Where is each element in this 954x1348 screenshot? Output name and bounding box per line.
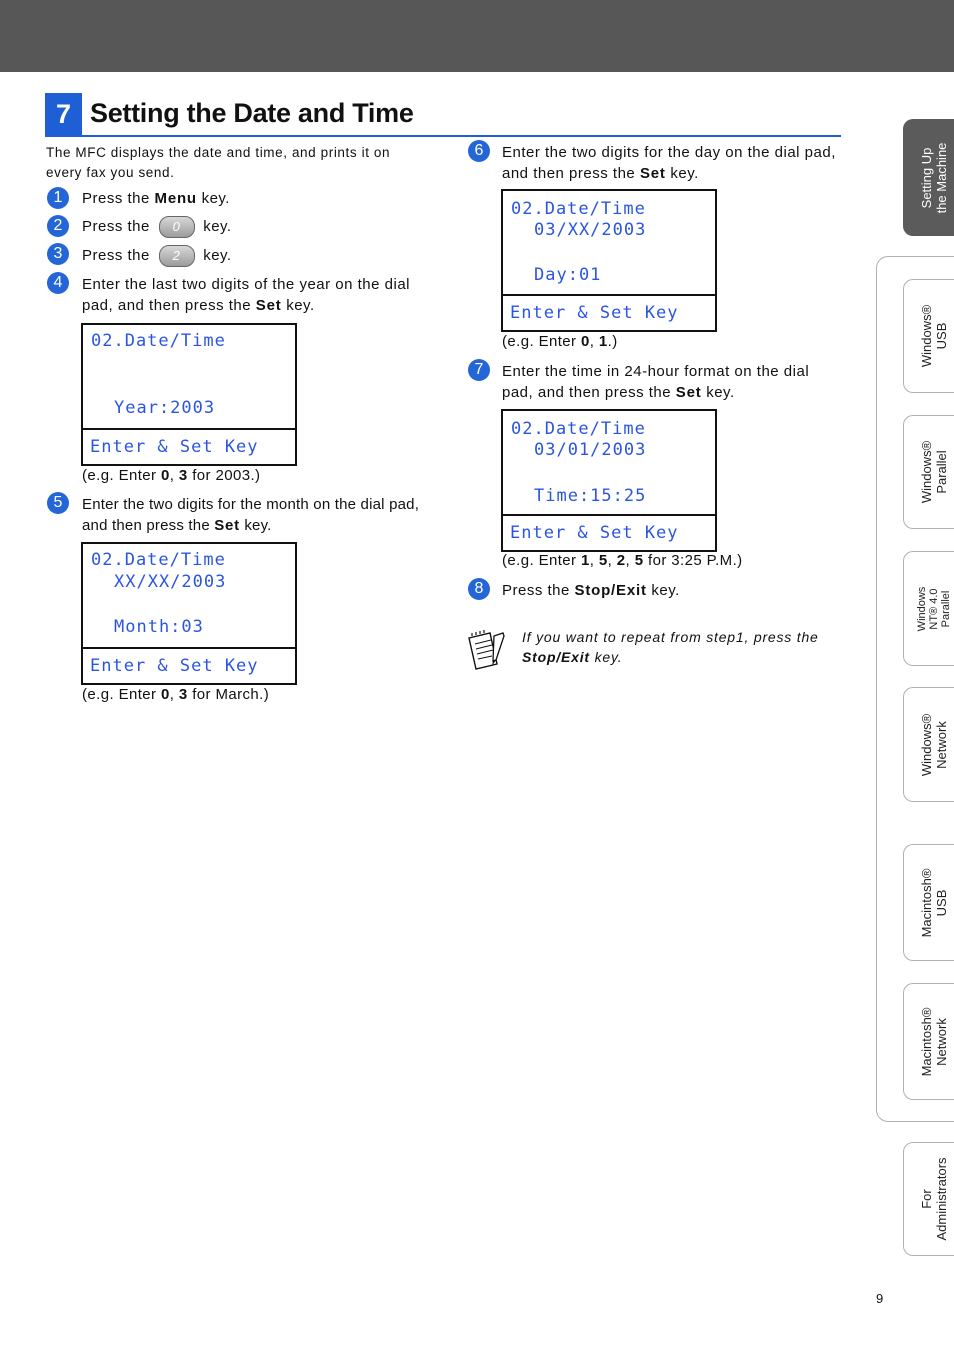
tab-windows-nt-parallel[interactable]	[903, 551, 954, 666]
set-key-label: Set	[639, 165, 666, 182]
example-digit: 3	[178, 467, 188, 484]
intro-text: The MFC displays the date and time, and prints it on every fax you send.	[46, 145, 391, 180]
tab-label: Macintosh® USB	[919, 868, 949, 937]
lcd-line-1: 02.Date/Time	[511, 199, 646, 219]
lcd-line-3: Year:2003	[114, 398, 216, 418]
lcd-line-1: 02.Date/Time	[511, 419, 646, 439]
step-number-2: 2	[47, 215, 69, 237]
example-digit: 0	[581, 333, 590, 350]
step-6-text	[502, 142, 837, 184]
lcd-line-3: Day:01	[534, 265, 602, 285]
step-2-post: key.	[198, 218, 232, 235]
lcd-footer: Enter & Set Key	[90, 437, 259, 457]
example-separator: ,	[589, 333, 599, 350]
step-7-post: key.	[701, 384, 735, 401]
section-number: 7	[45, 93, 82, 136]
example-separator: ,	[625, 552, 635, 569]
example-digit: 3	[178, 686, 188, 703]
stop-exit-key-label: Stop/Exit	[522, 649, 590, 665]
tab-windows-network[interactable]	[903, 687, 954, 802]
tab-macintosh-usb[interactable]	[903, 844, 954, 961]
tab-label: Setting Up the Machine	[919, 142, 949, 213]
step-number-8: 8	[468, 578, 490, 600]
example-digit: 5	[634, 552, 644, 569]
step-number-1: 1	[47, 187, 69, 209]
note-pre: If you want to repeat from step1, press the	[522, 629, 819, 645]
key-2-icon: 2	[159, 245, 195, 267]
lcd-year-display	[81, 323, 297, 466]
lcd-day-display	[501, 189, 717, 332]
step-3-post: key.	[198, 247, 232, 264]
top-banner	[0, 0, 954, 72]
menu-key-label: Menu	[154, 190, 197, 207]
tab-label: Windows® USB	[919, 304, 949, 368]
step-7-pre: Enter the time in 24-hour format on the dial pad, and then press the	[502, 363, 810, 401]
example-text: (e.g. Enter	[502, 333, 582, 350]
example-digit: 1	[581, 552, 590, 569]
tab-label: Windows® Network	[919, 713, 949, 776]
step-number-4: 4	[47, 272, 69, 294]
example-text: (e.g. Enter	[502, 552, 582, 569]
tab-windows-usb[interactable]	[903, 279, 954, 393]
example-separator: ,	[169, 686, 179, 703]
tab-label: For Administrators	[919, 1157, 949, 1241]
step-4-text	[82, 274, 422, 316]
step-6-post: key.	[665, 165, 699, 182]
example-separator: ,	[589, 552, 599, 569]
step-number-7: 7	[468, 359, 490, 381]
lcd-month-display	[81, 542, 297, 685]
example-digit: 2	[616, 552, 626, 569]
set-key-label: Set	[675, 384, 702, 401]
step-5-text	[82, 494, 427, 536]
step-3-pre: Press the	[82, 247, 155, 264]
lcd-line-2: 03/01/2003	[534, 440, 647, 460]
set-key-label: Set	[255, 297, 282, 314]
example-digit: 5	[598, 552, 608, 569]
page-title: Setting the Date and Time	[90, 98, 414, 128]
step-7-text	[502, 361, 842, 403]
example-year	[82, 467, 260, 484]
example-digit: 0	[161, 686, 170, 703]
tab-for-administrators[interactable]	[903, 1142, 954, 1256]
example-text: for 2003.)	[187, 467, 261, 484]
step-5-pre: Enter the two digits for the month on the dial pad, and then press the	[82, 496, 420, 534]
example-text: (e.g. Enter	[82, 467, 162, 484]
step-number-6: 6	[468, 140, 490, 162]
step-1-pre: Press the	[82, 190, 155, 207]
title-underline	[45, 135, 841, 137]
step-8-post: key.	[646, 582, 680, 599]
step-8-text	[502, 580, 680, 601]
tab-label: Windows NT® 4.0 Parallel	[916, 586, 952, 631]
step-2-text	[82, 216, 232, 238]
example-day	[502, 333, 618, 350]
lcd-line-3: Month:03	[114, 617, 204, 637]
step-4-post: key.	[281, 297, 315, 314]
lcd-footer: Enter & Set Key	[90, 656, 259, 676]
example-digit: 0	[161, 467, 170, 484]
step-6-pre: Enter the two digits for the day on the dial pad, and then press the	[502, 144, 836, 182]
lcd-line-3: Time:15:25	[534, 486, 647, 506]
tab-macintosh-network[interactable]	[903, 983, 954, 1100]
lcd-footer: Enter & Set Key	[510, 523, 679, 543]
example-text: for 3:25 P.M.)	[643, 552, 743, 569]
step-8-pre: Press the	[502, 582, 575, 599]
lcd-footer: Enter & Set Key	[510, 303, 679, 323]
example-digit: 1	[598, 333, 608, 350]
lcd-time-display	[501, 409, 717, 552]
example-separator: ,	[607, 552, 617, 569]
lcd-line-1: 02.Date/Time	[91, 331, 226, 351]
step-2-pre: Press the	[82, 218, 155, 235]
step-number-3: 3	[47, 243, 69, 265]
step-4-pre: Enter the last two digits of the year on the dial pad, and then press the	[82, 276, 411, 314]
example-month	[82, 686, 269, 703]
note-text	[522, 627, 842, 667]
lcd-line-2: 03/XX/2003	[534, 220, 647, 240]
lcd-line-1: 02.Date/Time	[91, 550, 226, 570]
example-text: .)	[607, 333, 618, 350]
example-time	[502, 552, 743, 569]
example-text: for March.)	[187, 686, 270, 703]
lcd-line-2: XX/XX/2003	[114, 572, 227, 592]
tab-windows-parallel[interactable]	[903, 415, 954, 529]
step-number-5: 5	[47, 492, 69, 514]
step-5-post: key.	[239, 517, 272, 534]
tab-label: Windows® Parallel	[919, 440, 949, 504]
key-0-icon: 0	[159, 216, 195, 238]
tab-setting-up-machine[interactable]	[903, 119, 954, 236]
step-1-text	[82, 188, 230, 209]
step-3-text	[82, 245, 232, 267]
note-pencil-icon	[466, 630, 506, 672]
tab-label: Macintosh® Network	[919, 1007, 949, 1076]
example-text: (e.g. Enter	[82, 686, 162, 703]
example-separator: ,	[169, 467, 179, 484]
step-1-post: key.	[196, 190, 230, 207]
note-post: key.	[589, 649, 623, 665]
stop-exit-key-label: Stop/Exit	[574, 582, 647, 599]
set-key-label: Set	[214, 517, 240, 534]
page-number: 9	[876, 1291, 884, 1306]
